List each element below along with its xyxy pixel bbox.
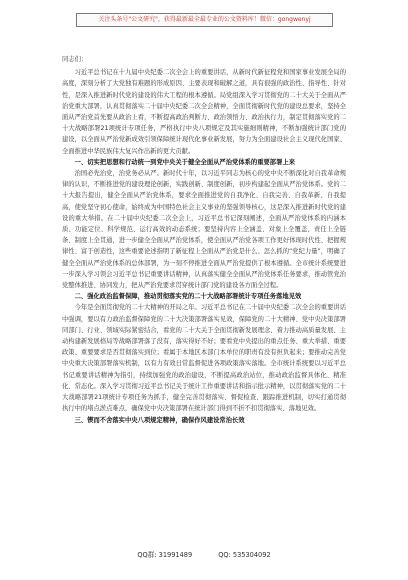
section-heading: 三、锲而不舍落实中央八项规定精神，确保作风建设常治长效 xyxy=(74,416,245,424)
document-body xyxy=(62,54,346,426)
footer-contacts xyxy=(0,549,408,559)
footer-qq: QQ: 535304092 xyxy=(218,551,271,559)
paragraph: 治国必先治党，治党务必从严。新时代十年，以习近平同志为核心的党中央不断深化对自我革命规律的认识，不断推进党的建设理论创新，实践创新、制度创新，初步构建起全面从严治党体系。党的二十大报告提出，健全全面从严治党体系，要求全面推进党的自我净化、自我完善、自我革新、自我提高，使党坚守初心使命，始终成为中国特色社会主义事业的坚强领导核心，这是深入推进新时代党的建设的重大举措。在二十届中央纪委二次全会上，习近平总书记深刻阐述，全面从严治党体系的内涵本质、功能定位、科学规范、运行高效的动态系统；要坚持内容上全涵盖、对象上全覆盖、责任上全链条、制度上全贯通，进一步健全全面从严治党体系，使全面从严治党各项工作更好体现时代性、把握规律性、富于创造性，这些重要论述指明了新征程上全面从严治党是什么、怎么抓的“党纪力量”，明确了健全全面从严治党体系的总体部署，为一刻不停推进全面从严治党提供了根本遵循。全市统计系统要进一步深入学习领会习近平总书记重要讲话精神，认真落实健全全面从严治党体系任务要求，推动管党治党整体推进、协同发力，把从严治党要求贯穿统计部门党的建设各方面全过程。 xyxy=(62,170,346,290)
section-heading: 二、强化政治监督保障，推动贯彻落实党的二十大战略部署统计专项任务落地见效 xyxy=(74,293,302,301)
promo-banner: 关注头条号"公文研究"，获得最新最全最专业的公文资料库！微信：gongwenyj xyxy=(76,13,333,27)
section-heading: 一、切实把思想和行动统一到党中央关于健全全面从严治党体系的重要部署上来 xyxy=(74,158,295,166)
paragraph: 习近平总书记在十九届中央纪委二次全会上的重要讲话，从新时代新征程党和国家事业发展全局的高度，深刻分析了大党独有难题的形成原因、主要表现和破解之道，具有很强的政治性、指导性、针对性，是深入推进新时代党的建设的伟大工程的根本遵循。局党组深入学习贯彻党的二十大关于全面从严治党重大部署，认真贯彻落实二十届中央纪委二次全会精神，全面贯彻新时代党的建设总要求，坚持全面从严治党首先要从政治上看，不断提高政治判断力、政治领悟力、政治执行力，制定贯彻落实党的二十大战略部署21项统计专项任务，严格执行中央八项规定及其实施细则精神，不断加强统计部门党的建设，以全面从严治党新成效引领保障统计现代化事业新发展，努力为全面建设社会主义现代化国家、全面推进中华民族伟大复兴作出新的更大贡献。 xyxy=(62,69,346,155)
footer-qq-group: QQ群: 31991489 xyxy=(137,551,193,559)
salutation: 同志们： xyxy=(62,56,88,63)
paragraph: 今年是全面贯彻党的二十大精神的开局之年。习近平总书记在二十届中央纪委二次全会的重要讲话中强调，要以有力政治监督保障党的二十大决策部署落实见效，保障党的二十大精神、党中央决策部署同部门、行业、领域实际紧密结合，看党的二十大关于全面贯彻新发展理念、着力推动高质量发展、主动构建新发展格局等战略部署落了没有，落实得好不好；要看党中央提出的重点任务、重大举措、重要政策、重要要求是否贯彻落实到位；看属于本地区本部门本单位的职责有没有担负起来；要推动完善党中央重大决策部署落实机制，以有力有效日常监督促进各项政策落实落地。全市统计系统要以习近平总书记重要讲话精神为指引，持续加强党的政治建设，不断提高政治站位，推动政治监督具体化、精准化、常态化。深入学习贯彻习近平总书记关于统计工作重要讲话和指示批示精神，以贯彻落实党的二十大战略部署21项统计专项任务为抓手，健全完善贯彻落实、督促检查、跟踪推进机制，切实打通贯彻执行中的堵点淤点难点，确保党中央决策部署在统计部门得到不折不扣贯彻落实、落地见效。 xyxy=(62,304,346,413)
